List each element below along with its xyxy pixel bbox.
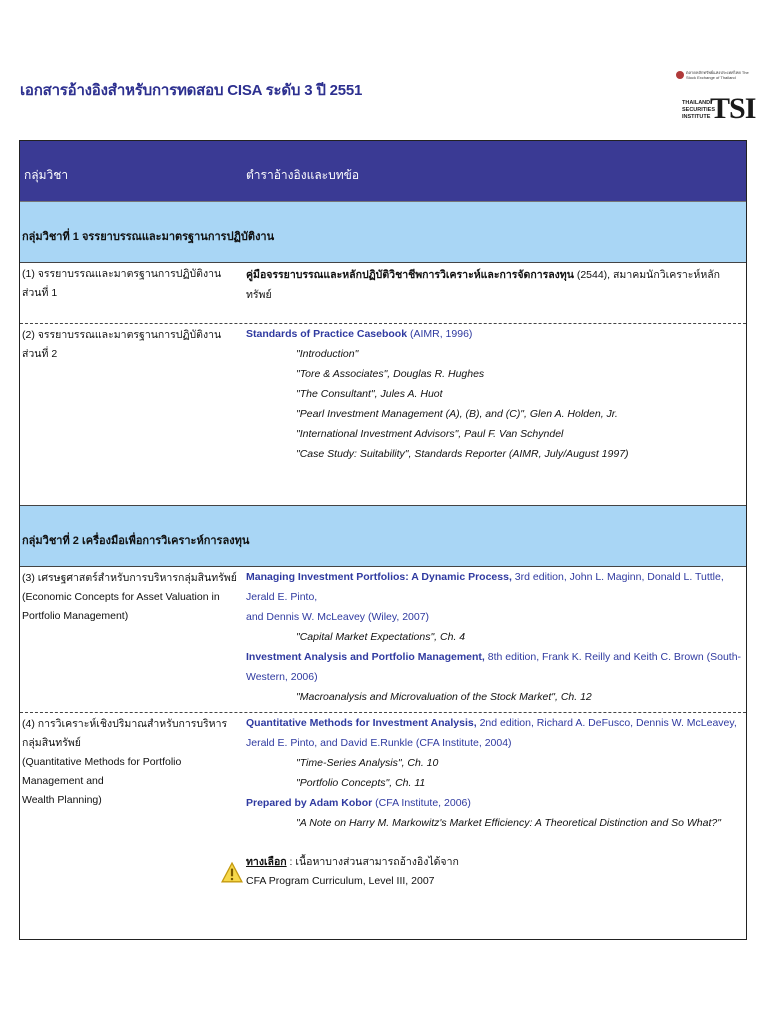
book-title: Prepared by Adam Kobor	[246, 797, 373, 809]
chapter-item: "Time-Series Analysis", Ch. 10	[296, 757, 439, 769]
set-crest-icon	[676, 71, 684, 79]
group-header	[20, 201, 746, 262]
header-subject: กลุ่มวิชา	[24, 168, 69, 182]
subject-line: Portfolio Management)	[22, 610, 129, 622]
book-title: Investment Analysis and Portfolio Management,	[246, 651, 485, 663]
logo-word: SECURITIES	[682, 107, 716, 113]
logo-word: THAILAND	[682, 100, 711, 106]
subject-cell	[22, 715, 242, 810]
logo-word: INSTITUTE	[682, 114, 711, 120]
reference-cell	[246, 567, 742, 707]
chapter-item: "Pearl Investment Management (A), (B), and (C)", Glen A. Holden, Jr.	[296, 408, 618, 420]
subject-line: Wealth Planning)	[22, 794, 102, 806]
book-source: (AIMR, 1996)	[407, 328, 473, 340]
logo-words	[682, 100, 716, 121]
reference-table	[19, 140, 747, 940]
chapter-item: "Macroanalysis and Microvaluation of the Stock Market", Ch. 12	[296, 691, 592, 703]
subject-cell: (1) จรรยาบรรณและมาตรฐานการปฏิบัติงาน ส่วนที่ 1	[22, 268, 222, 299]
chapter-item: "Tore & Associates", Douglas R. Hughes	[296, 368, 485, 380]
table-row	[20, 712, 746, 941]
subject-cell	[22, 569, 242, 626]
table-row	[20, 566, 746, 713]
subject-cell: (2) จรรยาบรรณและมาตรฐานการปฏิบัติงาน ส่วนที่ 2	[22, 329, 222, 360]
table-row	[20, 323, 746, 506]
book-title: Managing Investment Portfolios: A Dynamic Process,	[246, 571, 512, 583]
logo-mark: TSI	[710, 92, 756, 125]
group-header	[20, 505, 746, 566]
book-source: 8th edition, Frank K. Reilly and Keith C. Brown (South-Western, 2006)	[246, 651, 742, 683]
reference-source: (2544), สมาคมนักวิเคราะห์หลักทรัพย์	[246, 269, 721, 301]
book-source: 2nd edition, Richard A. DeFusco, Dennis W. McLeavey,	[476, 717, 737, 729]
page-title: เอกสารอ้างอิงสำหรับการทดสอบ CISA ระดับ 3 ปี 2551	[20, 82, 363, 99]
book-source-cont: Jerald E. Pinto, and David E.Runkle (CFA Institute, 2004)	[246, 737, 512, 749]
chapter-item: "The Consultant", Jules A. Huot	[296, 388, 443, 400]
chapter-item: "Portfolio Concepts", Ch. 11	[296, 777, 426, 789]
reference-cell	[246, 713, 742, 833]
reference-title: คู่มือจรรยาบรรณและหลักปฏิบัติวิชาชีพการวิเคราะห์และการจัดการลงทุน	[246, 269, 574, 281]
book-title: Standards of Practice Casebook	[246, 328, 408, 340]
table-row	[20, 262, 746, 323]
header-reference: ตำราอ้างอิงและบทข้อ	[246, 168, 360, 182]
chapter-item: "A Note on Harry M. Markowitz's Market Efficiency: A Theoretical Distinction and So What?"	[296, 817, 721, 829]
tsi-logo	[672, 70, 756, 138]
group-title: กลุ่มวิชาที่ 2 เครื่องมือเพื่อการวิเคราะห์การลงทุน	[22, 535, 250, 547]
subject-line: (4) การวิเคราะห์เชิงปริมาณสำหรับการบริหารกลุ่มสินทรัพย์	[22, 718, 228, 749]
chapter-item: "Capital Market Expectations", Ch. 4	[296, 631, 466, 643]
chapter-item: "Introduction"	[296, 348, 359, 360]
alternative-note	[246, 853, 459, 891]
chapter-item: "International Investment Advisors", Paul F. Van Schyndel	[296, 428, 564, 440]
book-title: Quantitative Methods for Investment Analysis,	[246, 717, 477, 729]
table-header	[20, 141, 746, 201]
reference-cell	[246, 265, 742, 305]
logo-small-text: ตลาดหลักทรัพย์แห่งประเทศไทย The Stock Exchange of Thailand	[686, 70, 749, 80]
note-label: ทางเลือก	[246, 856, 287, 868]
subject-line: (3) เศรษฐศาสตร์สำหรับการบริหารกลุ่มสินทรัพย์	[22, 572, 237, 584]
book-source: 3rd edition, John L. Maginn, Donald L. Tuttle, Jerald E. Pinto,	[246, 571, 724, 603]
subject-line: (Economic Concepts for Asset Valuation in	[22, 591, 220, 603]
book-source: (CFA Institute, 2006)	[372, 797, 471, 809]
group-title: กลุ่มวิชาที่ 1 จรรยาบรรณและมาตรฐานการปฏิบัติงาน	[22, 231, 275, 243]
book-source-cont: and Dennis W. McLeavey (Wiley, 2007)	[246, 611, 430, 623]
reference-cell	[246, 324, 742, 464]
note-source: CFA Program Curriculum, Level III, 2007	[246, 875, 435, 887]
chapter-item: "Case Study: Suitability", Standards Reporter (AIMR, July/August 1997)	[296, 448, 629, 460]
note-text: : เนื้อหาบางส่วนสามารถอ้างอิงได้จาก	[286, 856, 459, 868]
warning-icon	[221, 860, 243, 886]
subject-line: (Quantitative Methods for Portfolio Management and	[22, 756, 182, 787]
